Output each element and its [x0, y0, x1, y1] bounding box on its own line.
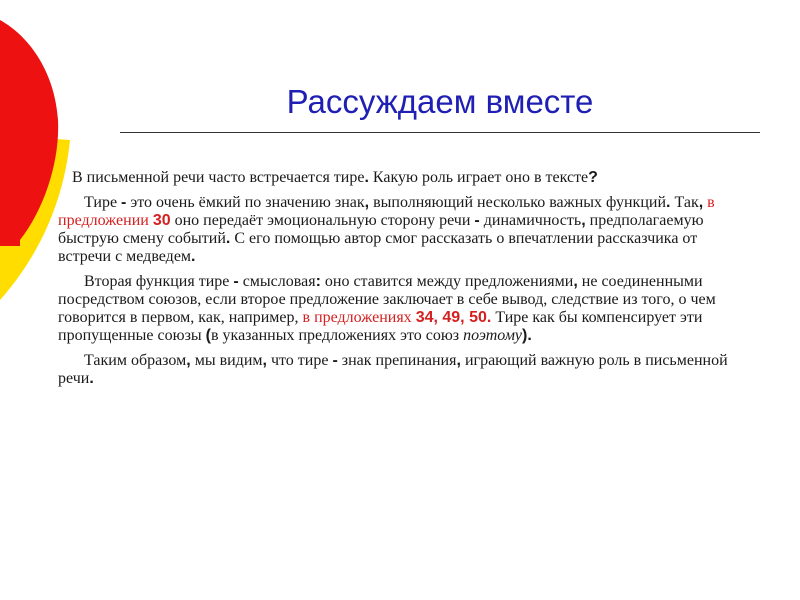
punct-span: ,: [581, 212, 586, 229]
text-span: Так: [670, 194, 699, 211]
text-span: мы видим: [190, 352, 263, 369]
punct-span: .: [191, 248, 196, 265]
text-span: Таким образом: [84, 352, 187, 369]
punct-span: ,: [186, 352, 191, 369]
text-span: динамичность: [479, 212, 582, 229]
text-span: выполняющий несколько важных функций: [369, 194, 667, 211]
punct-span: .: [364, 169, 369, 186]
sentence-reference-number: 34, 49, 50.: [415, 309, 492, 326]
text-span: это очень ёмкий по значению знак: [126, 194, 365, 211]
text-span: оно ставится между предложениями: [320, 273, 574, 290]
punct-span: ,: [573, 273, 578, 290]
punct-span: .: [225, 230, 231, 247]
punct-span: ).: [522, 327, 532, 344]
text-span: в указанных предложениях это союз: [210, 327, 464, 344]
punct-span: .: [89, 370, 94, 387]
text-span: Вторая функция тире: [84, 273, 234, 290]
title-divider: [120, 132, 760, 133]
punct-span: -: [233, 273, 239, 290]
sentence-reference-label: в предложениях: [302, 309, 416, 326]
text-span: не соединенными посредством союзов, если второе предложение заключает в себе вывод, следствие из того, о чем говорится в первом, как, например,: [58, 273, 716, 326]
sentence-reference-label: в предложении: [58, 194, 715, 229]
text-span: знак препинания: [337, 352, 457, 369]
text-span: Какую роль играет оно в тексте: [368, 169, 589, 186]
paragraph-first-function: [58, 194, 738, 266]
paragraph-question: [58, 169, 738, 187]
punct-span: -: [332, 352, 338, 369]
text-span: оно передаёт эмоциональную сторону речи: [170, 212, 475, 229]
punct-span: ?: [588, 169, 598, 186]
punct-span: ,: [698, 194, 704, 211]
conjunction-example: поэтому: [463, 327, 522, 344]
sentence-reference-number: 30: [152, 212, 171, 229]
text-span: смысловая: [238, 273, 316, 290]
text-span: предполагаемую быструю смену событий: [58, 212, 704, 247]
punct-span: ,: [456, 352, 461, 369]
text-span: играющий важную роль в письменной речи: [58, 352, 728, 387]
punct-span: ,: [262, 352, 267, 369]
text-span: Тире: [84, 194, 122, 211]
punct-span: (: [205, 327, 211, 344]
text-span: В письменной речи часто встречается тире: [72, 169, 365, 186]
text-span: что тире: [266, 352, 333, 369]
paragraph-second-function: [58, 273, 738, 345]
text-span: Тире как бы компенсирует эти пропущенные союзы: [58, 309, 703, 344]
red-bar: [0, 128, 20, 246]
paragraph-conclusion: [58, 352, 738, 388]
slide-body: [58, 169, 738, 395]
punct-span: -: [474, 212, 480, 229]
punct-span: :: [315, 273, 321, 290]
punct-span: ,: [364, 194, 370, 211]
punct-span: .: [666, 194, 671, 211]
slide-title: Рассуждаем вместе: [286, 83, 594, 120]
punct-span: -: [121, 194, 127, 211]
text-span: С его помощью автор смог рассказать о впечатлении рассказчика от встречи с медведем: [58, 230, 698, 265]
